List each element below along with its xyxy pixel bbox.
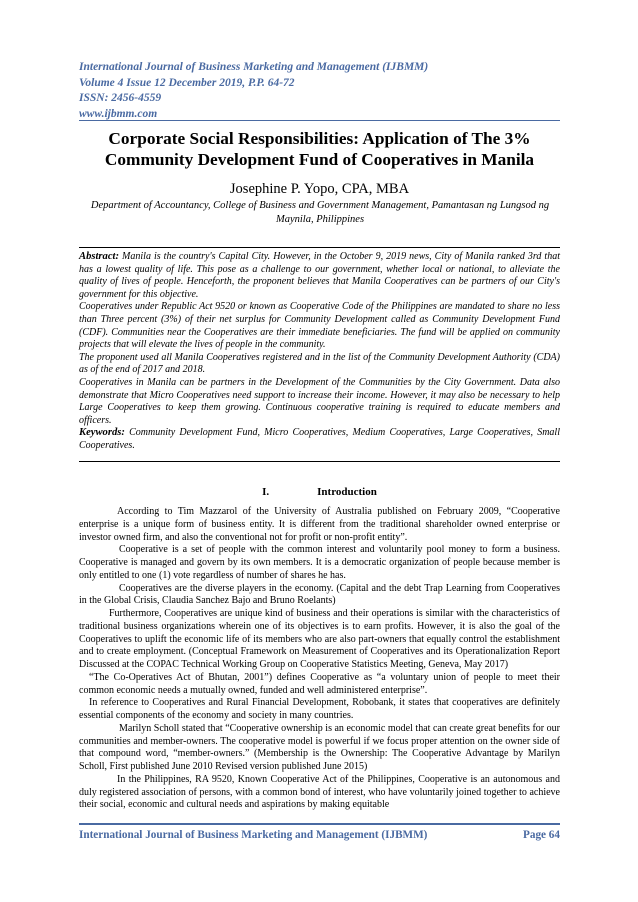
body-paragraph: Cooperatives are the diverse players in the economy. (Capital and the debt Trap Learning from Cooperatives in the Global Crisis, Claudia Sanchez Bajo and Bruno Roelants) bbox=[79, 582, 560, 607]
keywords-label: Keywords: bbox=[79, 427, 125, 439]
body-paragraph: In reference to Cooperatives and Rural Financial Development, Robobank, it states that cooperatives are definitely essential components of the economy and society in many countries. bbox=[79, 697, 560, 721]
author-affiliation: Department of Accountancy, College of Business and Government Management, Pamantasan ng Lungsod ng Maynila, Philippines bbox=[90, 200, 550, 225]
footer-journal-name: International Journal of Business Marketing and Management (IJBMM) bbox=[79, 829, 428, 841]
body-paragraph: Cooperative is a set of people with the common interest and voluntarily pool money to form a business. Cooperative is managed and govern by its own members. It is a democratic organization of people because member is only entitled to one (1) vote regardless of number of shares he has. bbox=[79, 544, 560, 581]
body-paragraph: Furthermore, Cooperatives are unique kind of business and their operations is similar with the characteristics of traditional business organizations wherein one of its objectives is to earn profits. However, it is also the goal of the Cooperatives to uplift the economic life of its members who are also part-owners that equally control the establishment and to create employment. (Conceptual Framework on Measurement of Cooperatives and its Operationalization Report Discussed at the COPAC Technical Working Group on Cooperative Statistics Meeting, Geneva, May 2017) bbox=[79, 608, 560, 670]
body-paragraph: Marilyn Scholl stated that “Cooperative ownership is an economic model that can create great benefits for our communities and member-owners. The cooperative model is powerful if we focus proper attention on the owner side of that compound word, “member-owners.” (Membership is the Ownership: The Cooperative Advantage by Marilyn Scholl, First published June 2010 Revised version published June 2015) bbox=[79, 722, 560, 772]
abstract-top-divider bbox=[79, 247, 560, 248]
section-number: I. bbox=[262, 486, 270, 498]
body-paragraph: “The Co-Operatives Act of Bhutan, 2001”) defines Cooperative as “a voluntary union of people to meet their common economic needs a mutually owned, funded and well administered enterprise”. bbox=[79, 671, 560, 696]
abstract-text: Manila is the country's Capital City. However, in the October 9, 2019 news, City of Manila ranked 3rd that has a lowest quality of life. This pose as a challenge to our government, whether local or national, to alleviate the quality of lives of people. Henceforth, the proponent believes that Manila Cooperatives can be partners of our City's government for this objective. bbox=[79, 251, 560, 300]
keywords-text: Community Development Fund, Micro Cooperatives, Medium Cooperatives, Large Cooperatives, Small Cooperatives. bbox=[79, 427, 560, 451]
section-title: Introduction bbox=[317, 486, 377, 498]
section-heading bbox=[79, 485, 560, 499]
abstract-bottom-divider bbox=[79, 461, 560, 462]
abstract-paragraph: The proponent used all Manila Cooperatives registered and in the list of the Community Development Authority (CDA) as of the end of 2017 and 2018. bbox=[79, 351, 560, 376]
abstract bbox=[79, 251, 560, 453]
paper-title bbox=[79, 128, 560, 170]
abstract-label: Abstract: bbox=[79, 251, 120, 262]
abstract-paragraph bbox=[79, 251, 560, 301]
journal-name: International Journal of Business Marketing and Management (IJBMM) bbox=[79, 61, 429, 73]
abstract-paragraph: Cooperatives in Manila can be partners in the Development of the Communities by the City Government. Data also demonstrate that Micro Cooperatives need support to increase their income. However, it may also be necessary to help Large Cooperatives to keep them growing. Continuous cooperative training is required to educate members and officers. bbox=[79, 376, 560, 426]
journal-header bbox=[79, 60, 559, 122]
body-paragraph: In the Philippines, RA 9520, Known Cooperative Act of the Philippines, Cooperative is an autonomous and duly registered association of persons, with a common bond of interest, who have voluntarily joined together to achieve their social, economic and cultural needs and aspirations by making equitable bbox=[79, 773, 560, 811]
footer-divider bbox=[79, 823, 560, 825]
issn: ISSN: 2456-4559 bbox=[79, 92, 162, 104]
volume-info: Volume 4 Issue 12 December 2019, P.P. 64-72 bbox=[79, 76, 295, 89]
keywords bbox=[79, 427, 560, 452]
page-number: Page 64 bbox=[523, 829, 560, 841]
title-line-1: Corporate Social Responsibilities: Application of The 3% bbox=[108, 129, 531, 148]
author-name: Josephine P. Yopo, CPA, MBA bbox=[229, 181, 410, 197]
body-paragraph: According to Tim Mazzarol of the University of Australia published on February 2009, “Cooperative enterprise is a unique form of business entity. It is different from the traditional shareholder owned enterprise or investor owned firm, and also the conventional not for profit or non-profit entity”. bbox=[79, 506, 560, 543]
header-divider bbox=[79, 120, 560, 121]
abstract-paragraph: Cooperatives under Republic Act 9520 or known as Cooperative Code of the Philippines are mandated to share no less than Three percent (3%) of their net surplus for Community Development called as Community Development Fund (CDF). Communities near the Cooperatives are their immediate beneficiaries. The fund will be applied on community projects that will elevate the lives of people in the community. bbox=[79, 301, 560, 351]
body-text bbox=[79, 506, 560, 812]
journal-website-link[interactable]: www.ijbmm.com bbox=[79, 107, 158, 120]
title-line-2: Community Development Fund of Cooperatives in Manila bbox=[104, 150, 535, 169]
